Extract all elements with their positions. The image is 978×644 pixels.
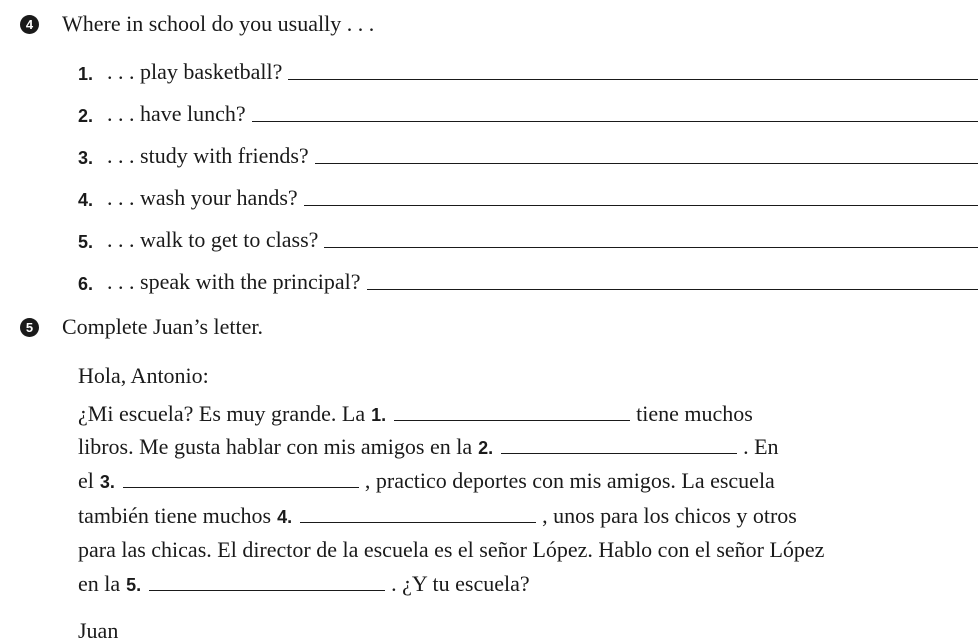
exercise-5-prompt: Complete Juan’s letter. <box>62 314 264 339</box>
question-text: . . . play basketball? <box>107 59 283 84</box>
letter-line-5: para las chicas. El director de la escuela es el señor López. Hablo con el señor López <box>78 537 825 562</box>
question-text: . . . walk to get to class? <box>107 227 319 252</box>
blank-2[interactable] <box>501 452 737 454</box>
question-text: . . . have lunch? <box>107 101 246 126</box>
letter-text: en la <box>78 571 121 596</box>
letter-text: , unos para los chicos y otros <box>542 503 797 528</box>
question-row-6 <box>78 265 978 295</box>
question-text: . . . wash your hands? <box>107 185 298 210</box>
question-number: 6. <box>78 274 94 294</box>
blank-5[interactable] <box>149 589 385 591</box>
answer-line-6[interactable] <box>367 289 978 290</box>
letter-signature: Juan <box>78 618 119 643</box>
letter-text: libros. Me gusta hablar con mis amigos en la <box>78 434 473 459</box>
letter-text: . En <box>743 434 779 459</box>
question-row-2 <box>78 97 978 127</box>
question-row-1 <box>78 55 978 85</box>
question-number: 4. <box>78 190 94 210</box>
blank-number-1: 1. <box>371 405 387 425</box>
question-number: 3. <box>78 148 94 168</box>
question-number: 5. <box>78 232 94 252</box>
blank-number-2: 2. <box>478 438 494 458</box>
question-number: 2. <box>78 106 94 126</box>
exercise-4-prompt: Where in school do you usually . . . <box>62 11 375 36</box>
blank-3[interactable] <box>123 486 359 488</box>
letter-text: , practico deportes con mis amigos. La escuela <box>364 468 775 493</box>
letter-text: . ¿Y tu escuela? <box>391 571 530 596</box>
question-text: . . . speak with the principal? <box>107 269 361 294</box>
letter-text: ¿Mi escuela? Es muy grande. La <box>78 401 366 426</box>
exercise-5-badge: 5 <box>20 318 39 337</box>
answer-line-2[interactable] <box>252 121 978 122</box>
question-row-3 <box>78 139 978 169</box>
letter-text: el <box>78 468 94 493</box>
letter-line-2 <box>78 434 779 461</box>
blank-number-5: 5. <box>126 575 142 595</box>
blank-number-4: 4. <box>277 507 293 527</box>
letter-line-4 <box>78 503 797 530</box>
exercise-4-badge: 4 <box>20 15 39 34</box>
answer-line-1[interactable] <box>288 79 978 80</box>
answer-line-3[interactable] <box>315 163 978 164</box>
letter-line-1 <box>78 401 753 428</box>
blank-number-3: 3. <box>99 472 115 492</box>
letter-text: tiene muchos <box>636 401 753 426</box>
question-text: . . . study with friends? <box>107 143 309 168</box>
question-number: 1. <box>78 64 94 84</box>
question-row-5 <box>78 223 978 253</box>
answer-line-5[interactable] <box>324 247 978 248</box>
letter-text: también tiene muchos <box>78 503 272 528</box>
letter-greeting: Hola, Antonio: <box>78 363 209 388</box>
question-row-4 <box>78 181 978 211</box>
blank-4[interactable] <box>300 521 536 523</box>
answer-line-4[interactable] <box>304 205 978 206</box>
letter-line-6 <box>78 571 530 598</box>
blank-1[interactable] <box>394 419 630 421</box>
letter-line-3 <box>78 468 775 495</box>
